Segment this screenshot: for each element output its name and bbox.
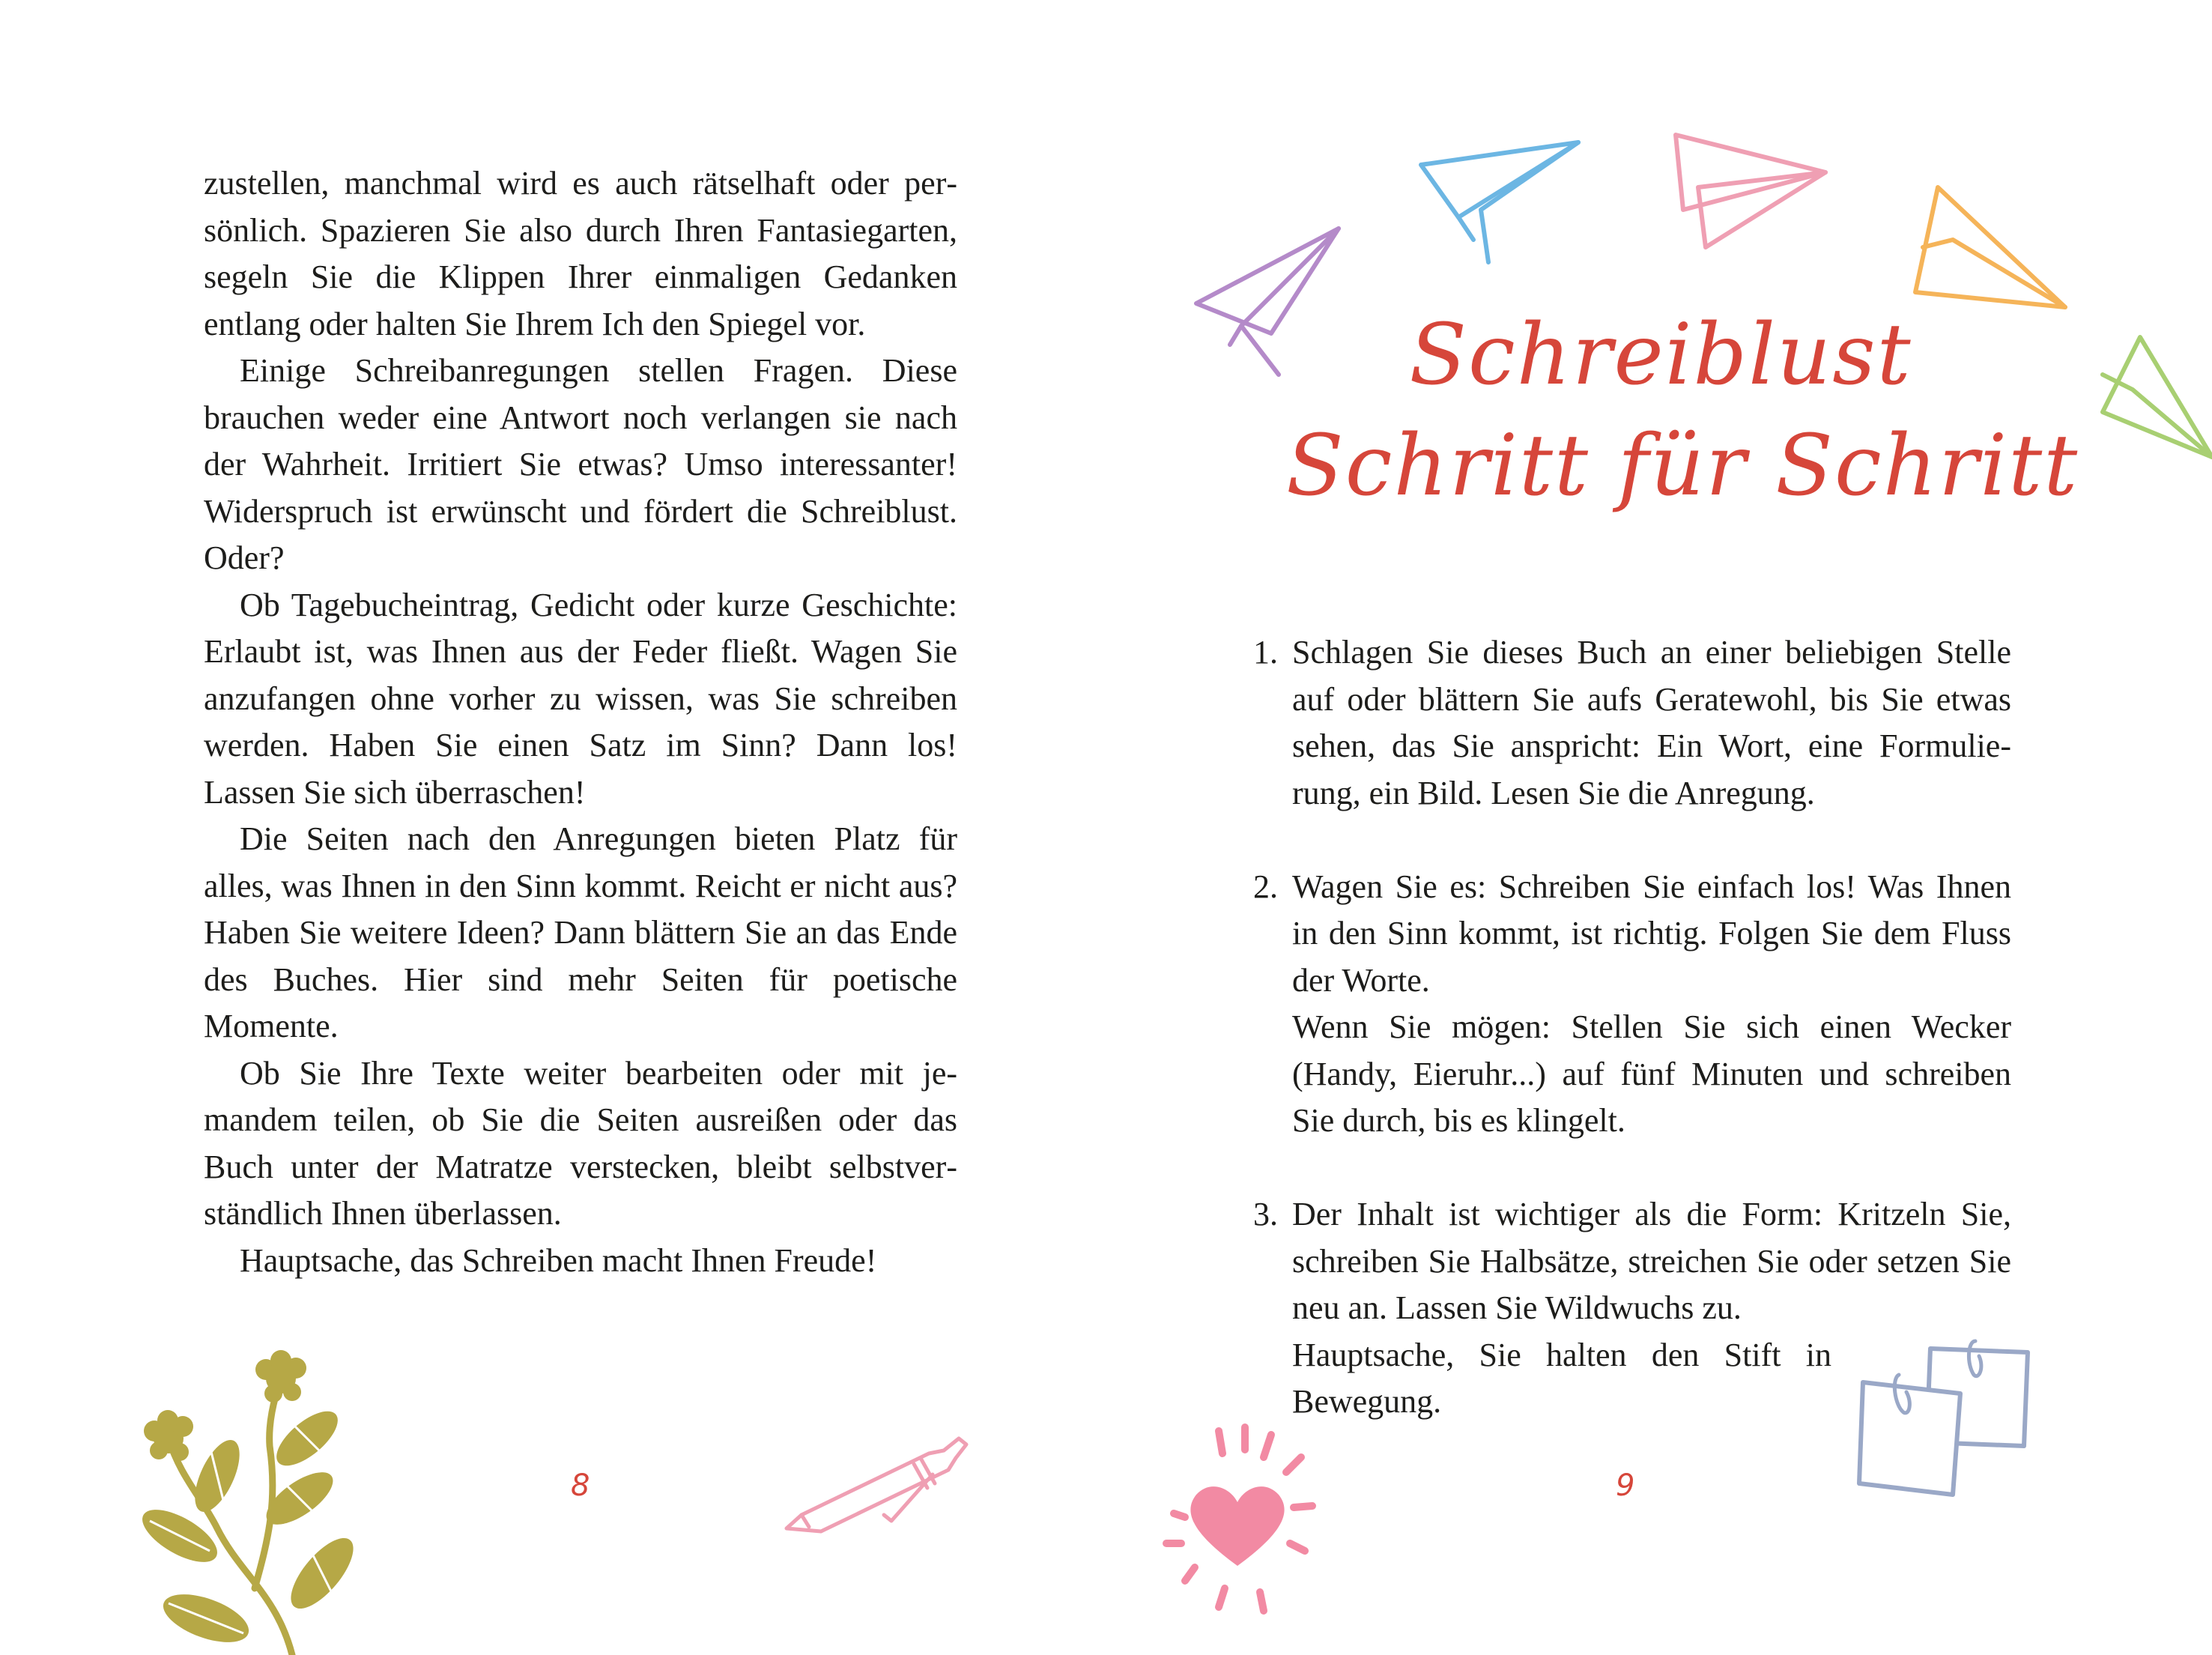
- chapter-title: [1286, 300, 2079, 521]
- paper-plane-icon: [1908, 180, 2073, 315]
- page-number: 8: [571, 1468, 590, 1503]
- paragraph: Hauptsache, das Schreiben macht Ihnen Freude!: [240, 1241, 877, 1279]
- title-line: Schritt für Schritt: [1286, 417, 2079, 515]
- title-line: Schreiblust: [1409, 306, 1912, 404]
- list-item: [1253, 864, 2011, 1145]
- paper-plane-icon: [1413, 135, 1586, 270]
- step-number: 2.: [1253, 868, 1278, 905]
- paragraph: Ob Sie Ihre Texte weiter bearbeiten oder mit jemandem teilen, ob Sie die Seiten ausreißen oder das Buch unter der Matratze verstecken, bleibt selbstverständlich Ihnen überlassen.: [204, 1054, 957, 1232]
- step-text: Wagen Sie es: Schreiben Sie einfach los! Was Ihnen in den Sinn kommt, ist richtig. Folgen Sie dem Fluss der Worte.: [1292, 868, 2011, 999]
- step-number: 1.: [1253, 634, 1278, 671]
- step-text: Wenn Sie mögen: Stellen Sie sich einen Wecker (Handy, Eieruhr...) auf fünf Minuten und schreiben Sie durch, bis es klingelt.: [1292, 1008, 2011, 1139]
- sticky-notes-icon: [1855, 1334, 2035, 1506]
- paragraph: zustellen, manchmal wird es auch rätselhaft oder persönlich. Spazieren Sie also durch Ihren Fantasiegarten, segeln Sie die Klippen Ihrer einmaligen Gedanken entlang oder halten Sie Ihrem Ich den Spiegel vor.: [204, 165, 957, 342]
- paragraph: Die Seiten nach den Anregungen bieten Platz für alles, was Ihnen in den Sinn kommt. Reicht er nicht aus? Haben Sie weitere Ideen? Dann blättern Sie an das Ende des Buches. Hier sind mehr Seiten für poetische Momente.: [204, 820, 957, 1044]
- paragraph: Einige Schreibanregungen stellen Fragen. Diese brauchen weder eine Antwort noch verlangen sie nach der Wahrheit. Irritiert Sie etwas? Umso interessanter! Widerspruch ist erwünscht und fördert die Schreiblust. Oder?: [204, 352, 957, 576]
- paper-plane-icon: [1189, 221, 1354, 378]
- heart-icon: [1151, 1423, 1324, 1618]
- paragraph: Ob Tagebucheintrag, Gedicht oder kurze Geschichte: Erlaubt ist, was Ihnen aus der Feder fließt. Wagen Sie anzufangen ohne vorher zu wissen, was Sie schreiben werden. Haben Sie einen Satz im Sinn? Dann los! Lassen Sie sich überraschen!: [204, 586, 957, 811]
- pen-icon: [779, 1431, 974, 1536]
- paper-plane-icon: [2095, 330, 2212, 465]
- page-number: 9: [1616, 1468, 1635, 1503]
- list-item: [1253, 629, 2011, 817]
- body-text: [204, 160, 957, 1284]
- right-page: [1106, 0, 2212, 1655]
- flower-icon: [135, 1349, 375, 1655]
- step-number: 3.: [1253, 1196, 1278, 1232]
- paper-plane-icon: [1661, 127, 1833, 255]
- step-text: Schlagen Sie dieses Buch an einer beliebigen Stelle auf oder blättern Sie aufs Geratewohl, bis Sie etwas sehen, das Sie anspricht: Ein Wort, eine Formulierung, ein Bild. Lesen Sie die Anregung.: [1292, 634, 2011, 811]
- step-text: Hauptsache, Sie halten den Stift in Bewegung.: [1292, 1336, 1831, 1420]
- step-text: Der Inhalt ist wichtiger als die Form: Kritzeln Sie, schreiben Sie Halbsätze, streichen Sie oder setzen Sie neu an. Lassen Sie Wildwuchs zu.: [1292, 1196, 2011, 1326]
